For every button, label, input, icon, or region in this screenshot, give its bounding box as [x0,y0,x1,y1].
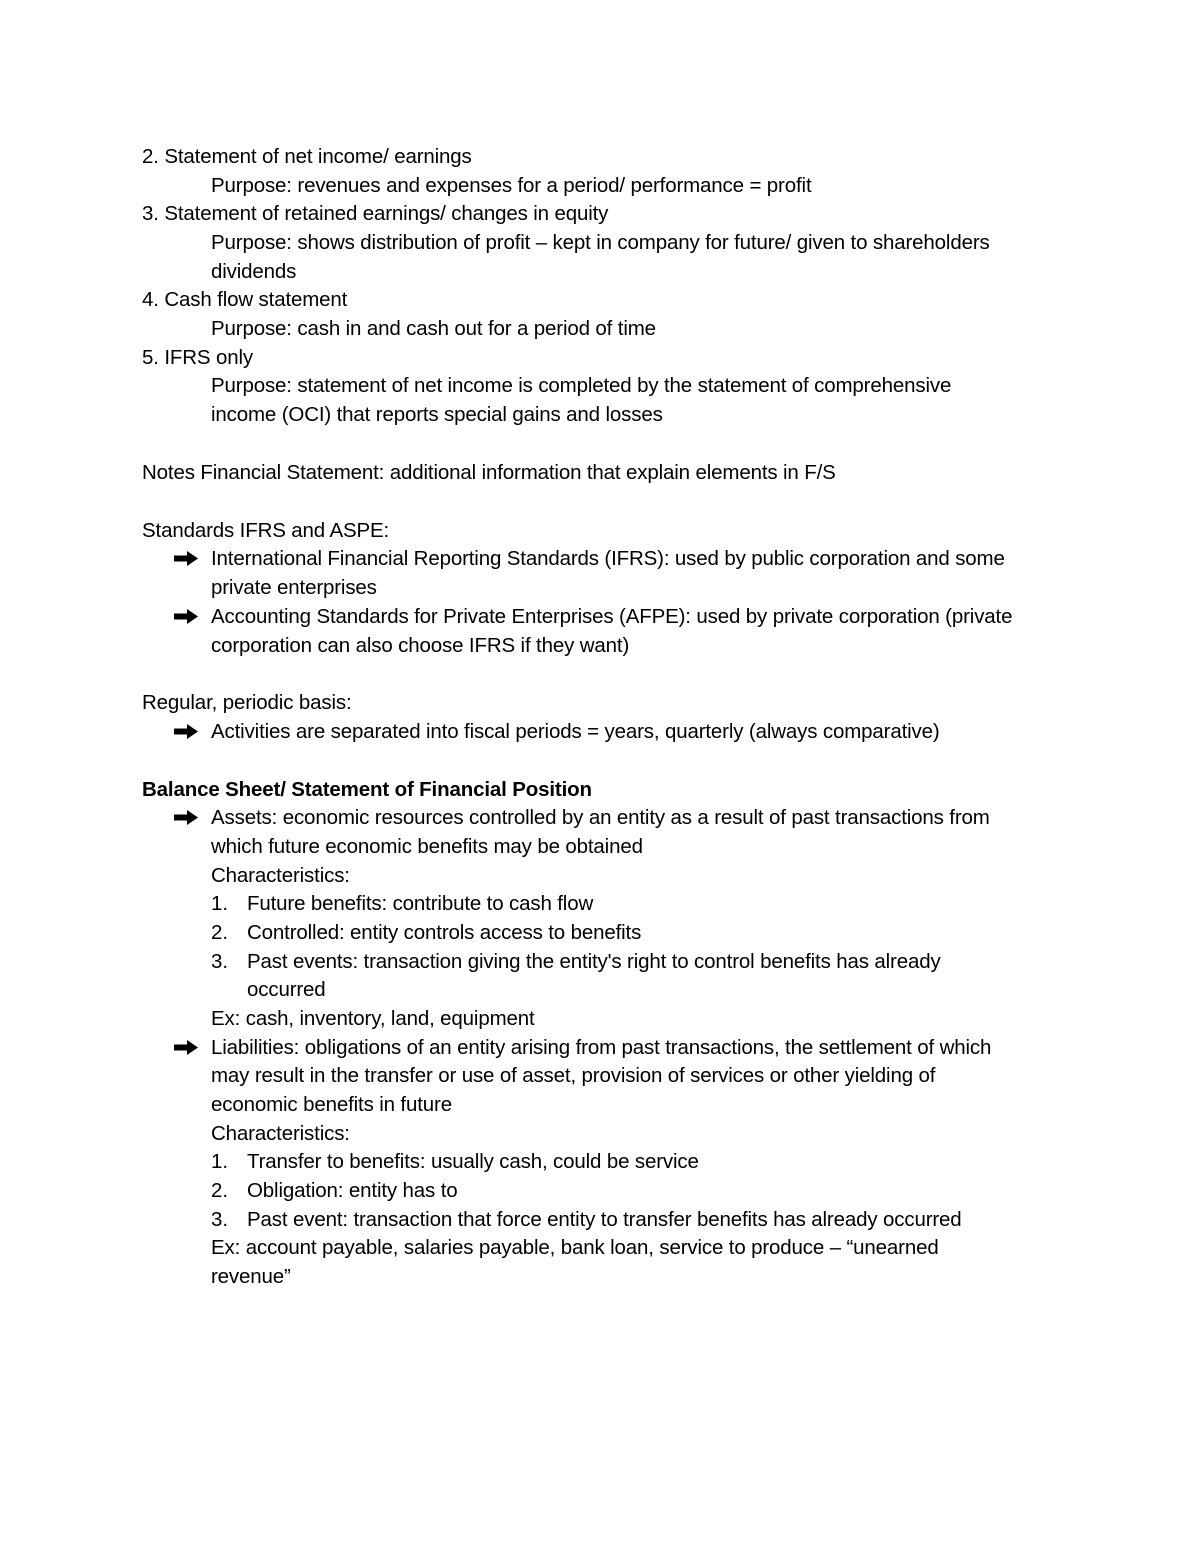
list-item-cont: occurred [247,978,326,1001]
balance-sheet-heading: Balance Sheet/ Statement of Financial Position [142,778,592,801]
statement-5-purpose-cont: income (OCI) that reports special gains and losses [211,403,663,426]
statement-5-purpose: Purpose: statement of net income is completed by the statement of comprehensive [211,374,952,397]
assets-definition-cont: which future economic benefits may be obtained [211,835,643,858]
liabilities-examples: Ex: account payable, salaries payable, bank loan, service to produce – “unearned [211,1236,939,1259]
statement-4-title: 4. Cash flow statement [142,288,348,311]
list-number: 2. [211,1179,229,1202]
liabilities-definition-cont: may result in the transfer or use of asset, provision of services or other yielding of [211,1064,936,1087]
ifrs-definition: International Financial Reporting Standards (IFRS): used by public corporation and some [211,547,1005,570]
right-arrow-icon [173,1033,203,1062]
liabilities-characteristics-label: Characteristics: [211,1122,350,1145]
standards-heading: Standards IFRS and ASPE: [142,519,390,542]
assets-definition: Assets: economic resources controlled by an entity as a result of past transactions from [211,806,990,829]
list-item: Past events: transaction giving the entity's right to control benefits has already [247,950,941,973]
periodic-item: Activities are separated into fiscal periods = years, quarterly (always comparative) [211,720,940,743]
assets-examples: Ex: cash, inventory, land, equipment [211,1007,535,1030]
right-arrow-icon [173,602,203,631]
afpe-definition-cont: corporation can also choose IFRS if they want) [211,634,630,657]
notes-line: Notes Financial Statement: additional information that explain elements in F/S [142,461,836,484]
statement-3-purpose: Purpose: shows distribution of profit – kept in company for future/ given to shareholders [211,231,990,254]
periodic-heading: Regular, periodic basis: [142,691,352,714]
liabilities-definition-cont: economic benefits in future [211,1093,452,1116]
list-item: Controlled: entity controls access to benefits [247,921,642,944]
list-item: Future benefits: contribute to cash flow [247,892,594,915]
list-number: 3. [211,950,229,973]
list-item: Transfer to benefits: usually cash, could be service [247,1150,699,1173]
list-number: 1. [211,892,229,915]
statement-2-title: 2. Statement of net income/ earnings [142,145,472,168]
assets-characteristics-label: Characteristics: [211,864,350,887]
right-arrow-icon [173,717,203,746]
statement-5-title: 5. IFRS only [142,346,253,369]
statement-4-purpose: Purpose: cash in and cash out for a period of time [211,317,656,340]
list-item: Obligation: entity has to [247,1179,458,1202]
list-number: 2. [211,921,229,944]
liabilities-examples-cont: revenue” [211,1265,291,1288]
afpe-definition: Accounting Standards for Private Enterprises (AFPE): used by private corporation (private [211,605,1013,628]
right-arrow-icon [173,803,203,832]
list-number: 3. [211,1208,229,1231]
list-number: 1. [211,1150,229,1173]
right-arrow-icon [173,544,203,573]
list-item: Past event: transaction that force entity to transfer benefits has already occurred [247,1208,962,1231]
statement-3-title: 3. Statement of retained earnings/ changes in equity [142,202,609,225]
liabilities-definition: Liabilities: obligations of an entity arising from past transactions, the settlement of which [211,1036,992,1059]
ifrs-definition-cont: private enterprises [211,576,377,599]
statement-3-purpose-cont: dividends [211,260,297,283]
statement-2-purpose: Purpose: revenues and expenses for a period/ performance = profit [211,174,812,197]
